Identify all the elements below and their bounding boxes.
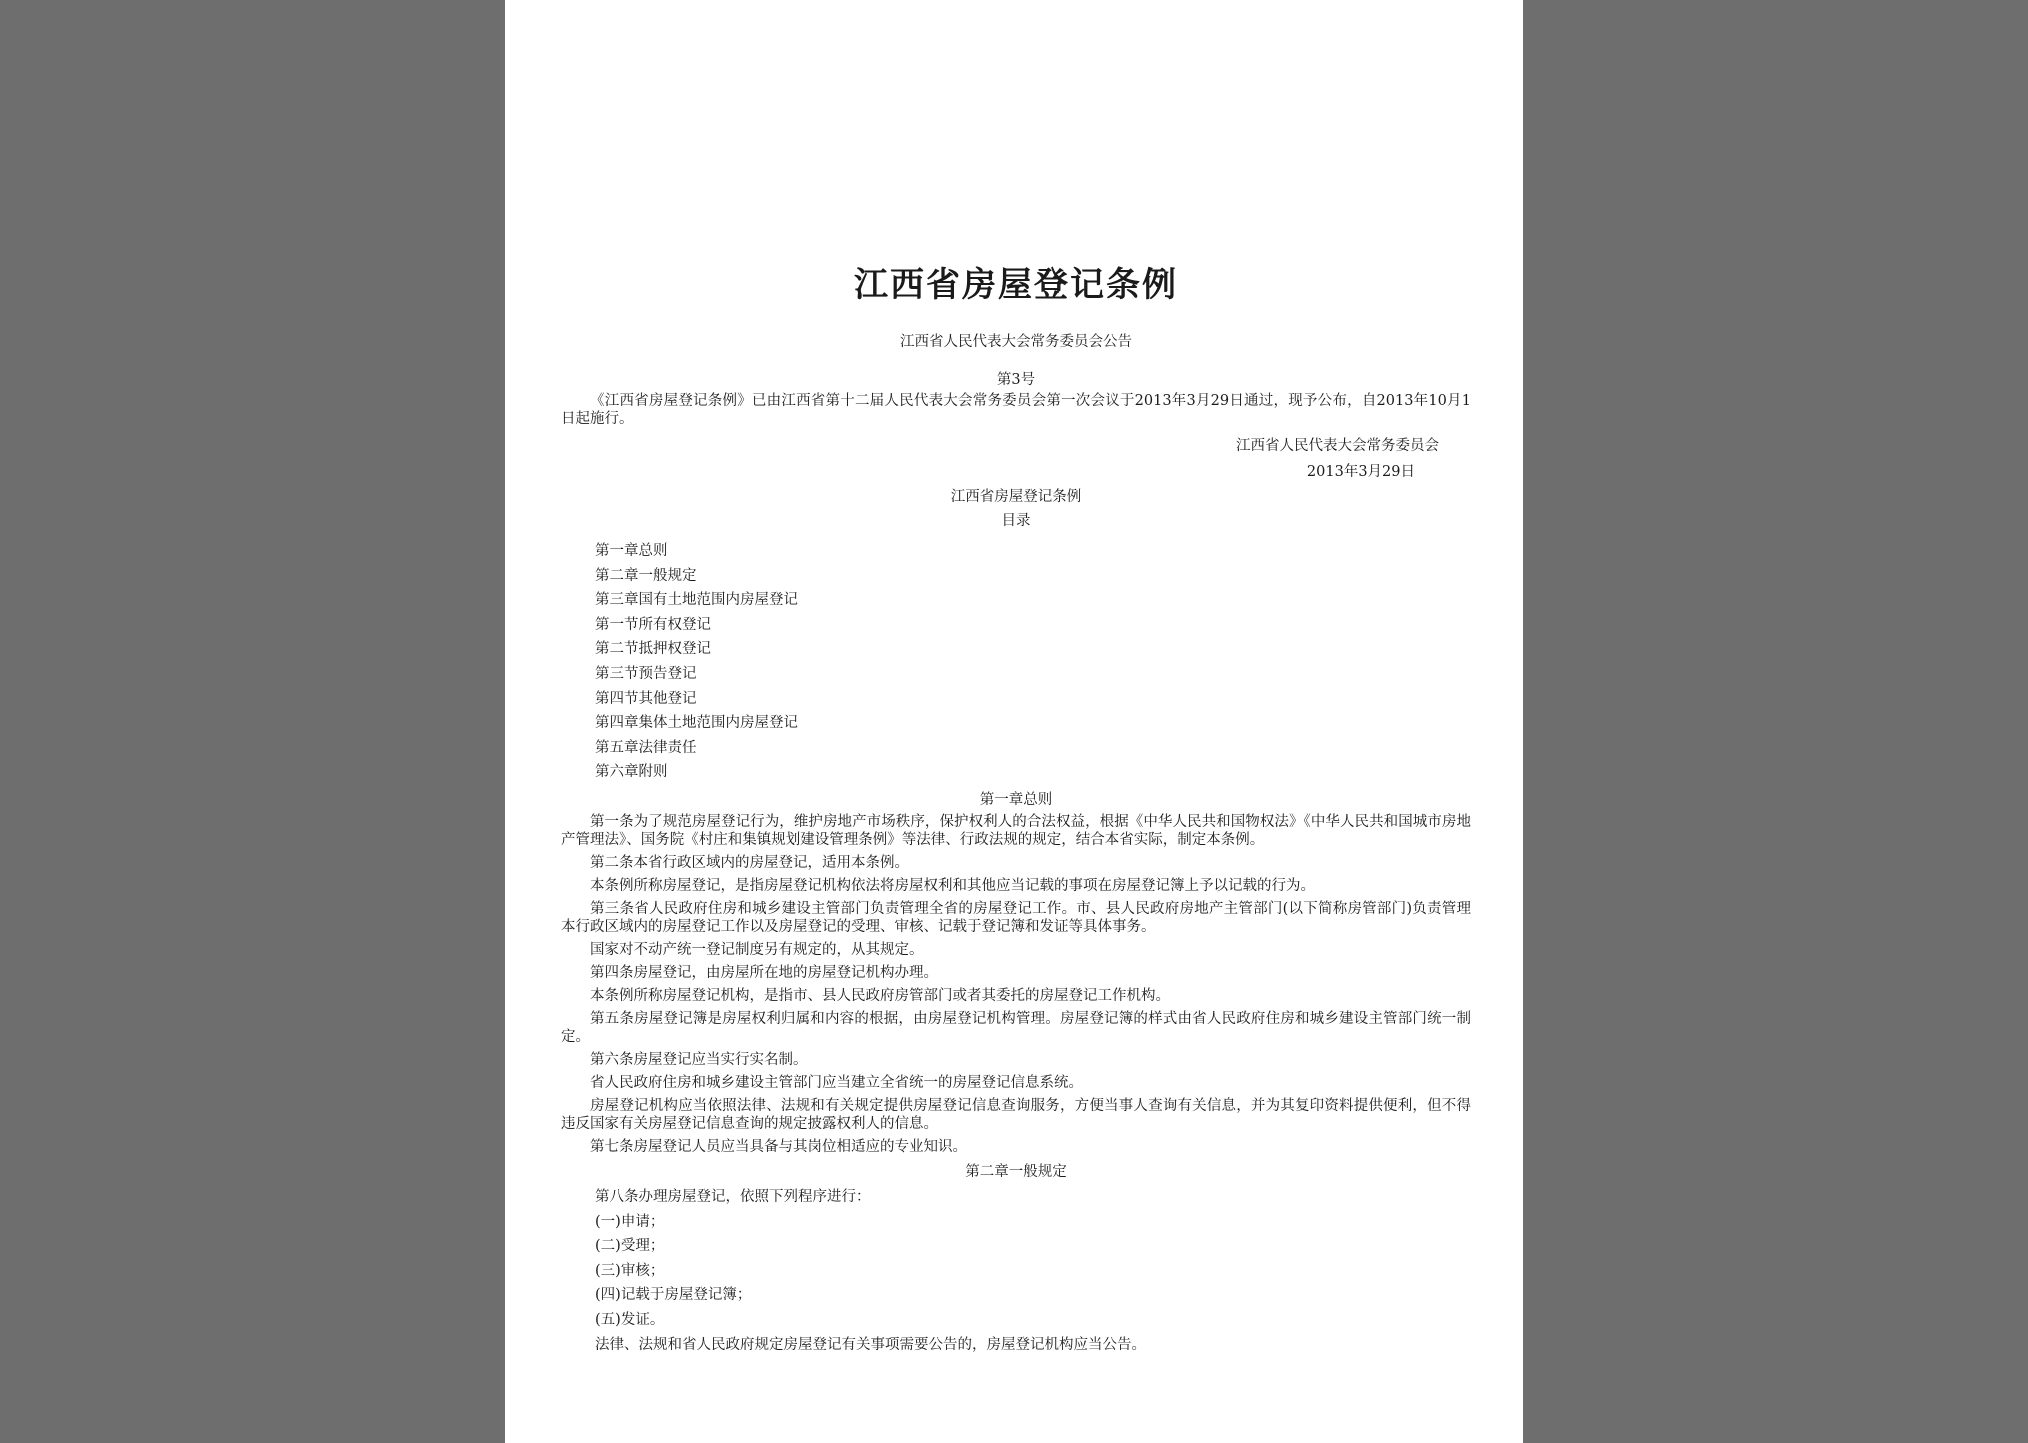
toc-item: 第三节预告登记 bbox=[595, 665, 697, 682]
procedure-step: (五)发证。 bbox=[595, 1311, 665, 1328]
article-paragraph: 第一条为了规范房屋登记行为，维护房地产市场秩序，保护权利人的合法权益，根据《中华人民共和国物权法》《中华人民共和国城市房地产管理法》、国务院《村庄和集镇规划建设管理条例》等法律、行政法规的规定，结合本省实际，制定本条例。 bbox=[561, 813, 1471, 848]
toc-item: 第五章法律责任 bbox=[595, 739, 697, 756]
article-paragraph: 省人民政府住房和城乡建设主管部门应当建立全省统一的房屋登记信息系统。 bbox=[590, 1074, 1083, 1091]
toc-item: 第六章附则 bbox=[595, 764, 668, 781]
document-page bbox=[505, 0, 1523, 1443]
document-title: 江西省房屋登记条例 bbox=[854, 265, 1178, 305]
article-paragraph: 第五条房屋登记簿是房屋权利归属和内容的根据，由房屋登记机构管理。房屋登记簿的样式由省人民政府住房和城乡建设主管部门统一制定。 bbox=[561, 1010, 1471, 1045]
toc-item: 第一节所有权登记 bbox=[595, 616, 711, 633]
signature-date: 2013年3月29日 bbox=[1306, 464, 1415, 480]
announcement-number: 第3号 bbox=[996, 372, 1036, 388]
article-paragraph: 第三条省人民政府住房和城乡建设主管部门负责管理全省的房屋登记工作。市、县人民政府房地产主管部门(以下简称房管部门)负责管理本行政区域内的房屋登记工作以及房屋登记的受理、审核、记载于登记簿和发证等具体事务。 bbox=[561, 900, 1471, 935]
signature-org: 江西省人民代表大会常务委员会 bbox=[1236, 438, 1439, 454]
announcement-text: 《江西省房屋登记条例》已由江西省第十二届人民代表大会常务委员会第一次会议于2013年3月29日通过，现予公布，自2013年10月1日起施行。 bbox=[561, 393, 1471, 427]
table-of-contents bbox=[561, 539, 1471, 785]
article-paragraph: 国家对不动产统一登记制度另有规定的，从其规定。 bbox=[590, 941, 924, 958]
article-paragraph: 本条例所称房屋登记机构，是指市、县人民政府房管部门或者其委托的房屋登记工作机构。 bbox=[590, 987, 1170, 1004]
procedure-step: (二)受理； bbox=[595, 1238, 665, 1255]
chapter-heading: 第二章一般规定 bbox=[965, 1163, 1067, 1180]
article-paragraph: 房屋登记机构应当依照法律、法规和有关规定提供房屋登记信息查询服务，方便当事人查询有关信息，并为其复印资料提供便利，但不得违反国家有关房屋登记信息查询的规定披露权利人的信息。 bbox=[561, 1097, 1471, 1132]
procedure-step: (四)记载于房屋登记簿； bbox=[595, 1287, 752, 1304]
toc-title: 目录 bbox=[1001, 513, 1031, 529]
issuer-line: 江西省人民代表大会常务委员会公告 bbox=[900, 334, 1132, 350]
procedure-step: (三)审核； bbox=[595, 1262, 665, 1279]
article-paragraph: 第二条本省行政区域内的房屋登记，适用本条例。 bbox=[590, 854, 909, 871]
chapter-heading: 第一章总则 bbox=[979, 791, 1053, 808]
article-paragraph: 第八条办理房屋登记，依照下列程序进行： bbox=[595, 1188, 871, 1205]
procedure-step: (一)申请； bbox=[595, 1213, 665, 1230]
toc-item: 第四节其他登记 bbox=[595, 690, 697, 707]
toc-item: 第二节抵押权登记 bbox=[595, 641, 711, 658]
article-paragraph: 第七条房屋登记人员应当具备与其岗位相适应的专业知识。 bbox=[590, 1138, 967, 1155]
toc-item: 第一章总则 bbox=[595, 543, 668, 559]
toc-item: 第三章国有土地范围内房屋登记 bbox=[595, 592, 798, 609]
article-paragraph: 第四条房屋登记，由房屋所在地的房屋登记机构办理。 bbox=[590, 964, 938, 981]
toc-item: 第四章集体土地范围内房屋登记 bbox=[595, 715, 798, 732]
document-name: 江西省房屋登记条例 bbox=[950, 489, 1082, 505]
toc-item: 第二章一般规定 bbox=[595, 567, 697, 584]
article-paragraph: 法律、法规和省人民政府规定房屋登记有关事项需要公告的，房屋登记机构应当公告。 bbox=[595, 1336, 1146, 1353]
signature-block bbox=[561, 433, 1471, 485]
article-paragraph: 第六条房屋登记应当实行实名制。 bbox=[590, 1051, 808, 1068]
article-paragraph: 本条例所称房屋登记，是指房屋登记机构依法将房屋权利和其他应当记载的事项在房屋登记簿上予以记载的行为。 bbox=[590, 877, 1315, 894]
page-content bbox=[561, 262, 1471, 1357]
